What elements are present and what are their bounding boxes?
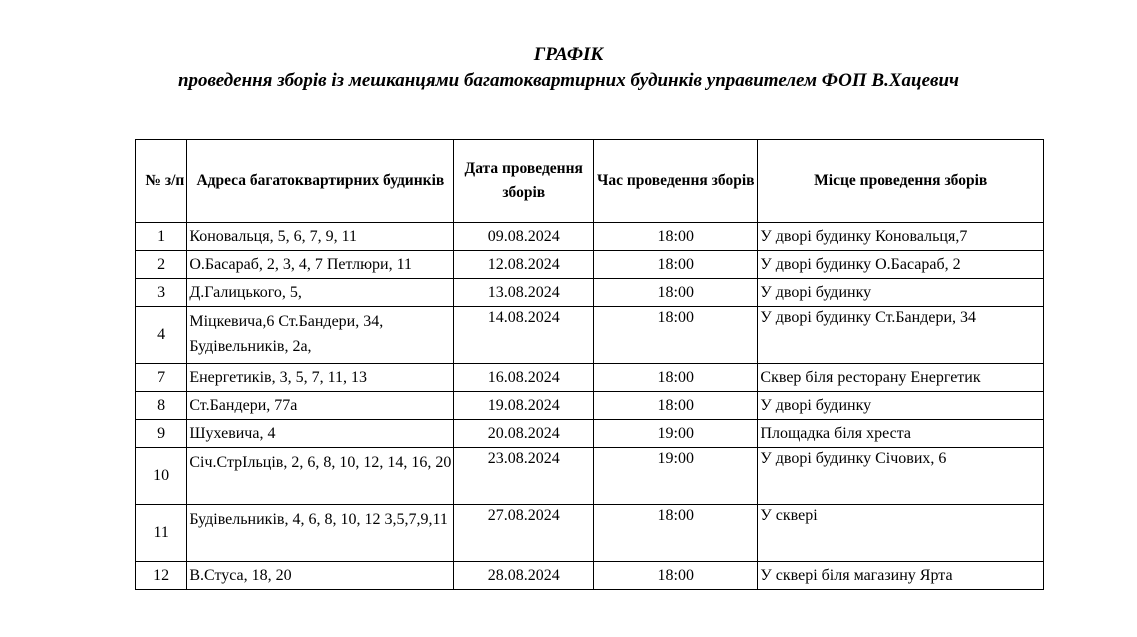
cell-place: У дворі будинку [758, 279, 1044, 307]
table-row [136, 448, 1044, 505]
cell-place: У дворі будинку Січових, 6 [758, 448, 1044, 505]
cell-address: Д.Галицького, 5, [187, 279, 454, 307]
cell-num: 9 [136, 420, 187, 448]
column-header-date: Дата проведення зборів [454, 140, 594, 223]
table-row [136, 251, 1044, 279]
cell-address: Коновальця, 5, 6, 7, 9, 11 [187, 223, 454, 251]
cell-time: 18:00 [594, 364, 758, 392]
column-header-time: Час проведення зборів [594, 140, 758, 223]
cell-time: 18:00 [594, 562, 758, 590]
table-row [136, 223, 1044, 251]
cell-address: Шухевича, 4 [187, 420, 454, 448]
cell-time: 19:00 [594, 420, 758, 448]
cell-num: 7 [136, 364, 187, 392]
table-row [136, 279, 1044, 307]
cell-place: У дворі будинку [758, 392, 1044, 420]
document-subtitle: проведення зборів із мешканцями багатоквартирних будинків управителем ФОП В.Хацевич [177, 70, 960, 91]
cell-time: 19:00 [594, 448, 758, 505]
cell-time: 18:00 [594, 307, 758, 364]
cell-date: 28.08.2024 [454, 562, 594, 590]
cell-place: Площадка біля хреста [758, 420, 1044, 448]
document-title: ГРАФІК [533, 44, 604, 65]
cell-date: 13.08.2024 [454, 279, 594, 307]
cell-place: У дворі будинку Коновальця,7 [758, 223, 1044, 251]
table-header-row [136, 140, 1044, 223]
cell-num: 10 [136, 448, 187, 505]
cell-time: 18:00 [594, 251, 758, 279]
cell-address: О.Басараб, 2, 3, 4, 7 Петлюри, 11 [187, 251, 454, 279]
cell-place: У сквері [758, 505, 1044, 562]
cell-num: 8 [136, 392, 187, 420]
cell-date: 09.08.2024 [454, 223, 594, 251]
cell-address: Енергетиків, 3, 5, 7, 11, 13 [187, 364, 454, 392]
cell-date: 20.08.2024 [454, 420, 594, 448]
cell-date: 16.08.2024 [454, 364, 594, 392]
cell-place: У дворі будинку Ст.Бандери, 34 [758, 307, 1044, 364]
cell-num: 11 [136, 505, 187, 562]
cell-time: 18:00 [594, 223, 758, 251]
cell-num: 2 [136, 251, 187, 279]
cell-address: Січ.СтрІльців, 2, 6, 8, 10, 12, 14, 16, 20 [187, 448, 454, 505]
table-row [136, 420, 1044, 448]
cell-time: 18:00 [594, 505, 758, 562]
table-row [136, 392, 1044, 420]
column-header-address: Адреса багатоквартирних будинків [187, 140, 454, 223]
cell-num: 12 [136, 562, 187, 590]
table-row [136, 505, 1044, 562]
table-row [136, 562, 1044, 590]
cell-place: У дворі будинку О.Басараб, 2 [758, 251, 1044, 279]
column-header-place: Місце проведення зборів [758, 140, 1044, 223]
schedule-table [135, 139, 1044, 590]
cell-date: 23.08.2024 [454, 448, 594, 505]
table-row [136, 364, 1044, 392]
cell-num: 4 [136, 307, 187, 364]
cell-address: Міцкевича,6 Ст.Бандери, 34, Будівельників, 2а, [187, 307, 454, 364]
cell-time: 18:00 [594, 279, 758, 307]
cell-place: Сквер біля ресторану Енергетик [758, 364, 1044, 392]
column-header-num: № з/п [136, 140, 187, 223]
cell-address: В.Стуса, 18, 20 [187, 562, 454, 590]
cell-date: 12.08.2024 [454, 251, 594, 279]
cell-num: 1 [136, 223, 187, 251]
table-row [136, 307, 1044, 364]
cell-num: 3 [136, 279, 187, 307]
cell-date: 27.08.2024 [454, 505, 594, 562]
cell-time: 18:00 [594, 392, 758, 420]
cell-place: У сквері біля магазину Ярта [758, 562, 1044, 590]
cell-date: 14.08.2024 [454, 307, 594, 364]
cell-date: 19.08.2024 [454, 392, 594, 420]
cell-address: Ст.Бандери, 77а [187, 392, 454, 420]
cell-address: Будівельників, 4, 6, 8, 10, 12 3,5,7,9,11 [187, 505, 454, 562]
